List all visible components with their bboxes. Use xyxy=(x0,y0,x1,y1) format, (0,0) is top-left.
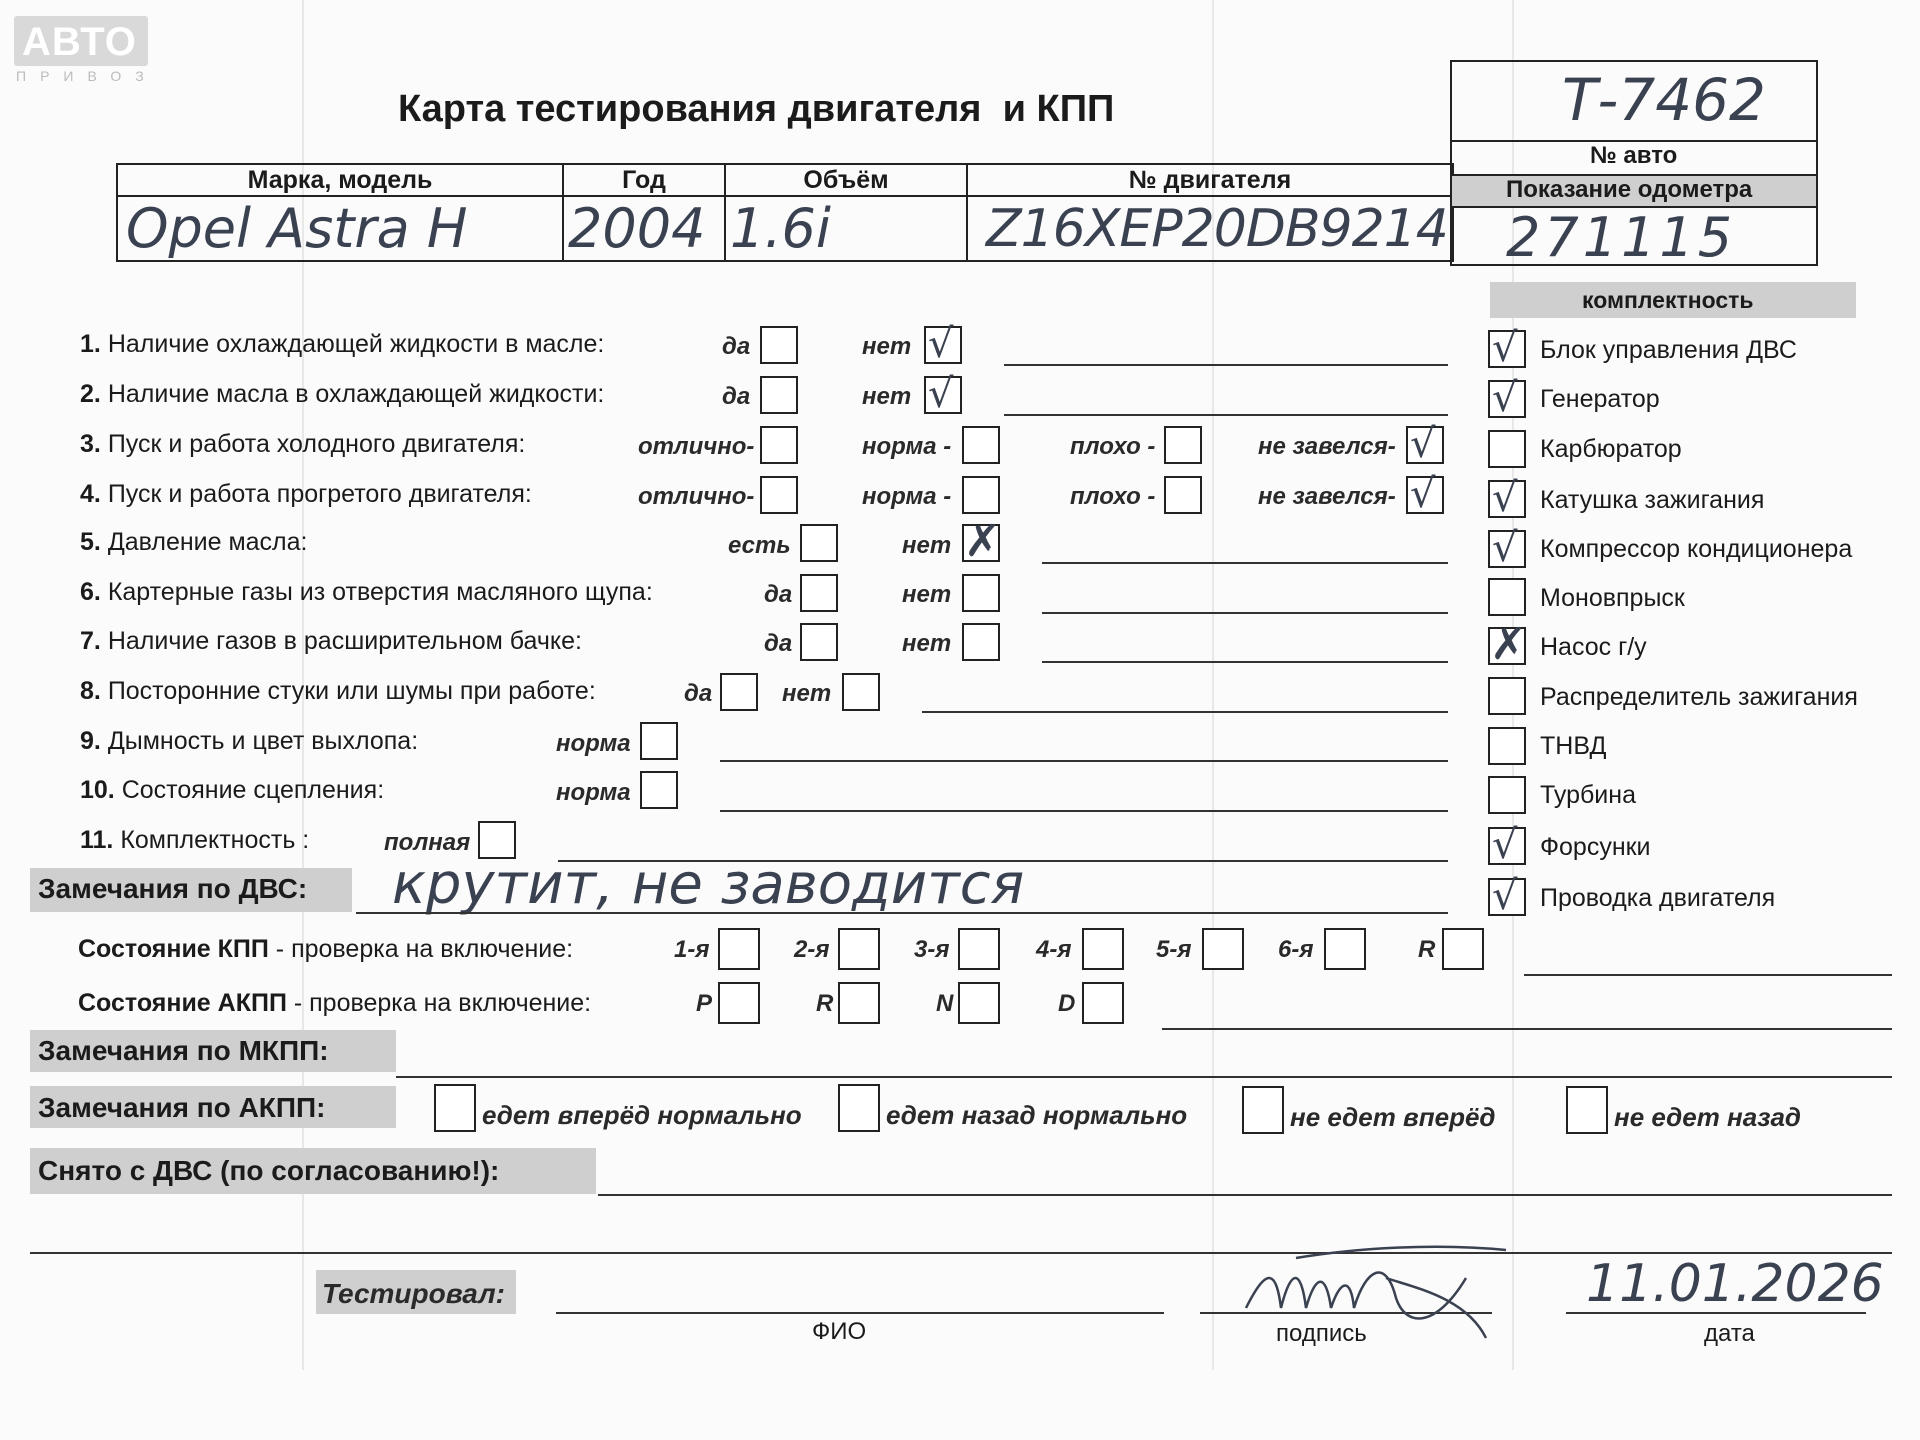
cross-mark-icon: ✗ xyxy=(964,516,1001,567)
q3-excellent-label: отлично- xyxy=(638,433,755,460)
akpp-d-checkbox[interactable] xyxy=(1082,982,1124,1024)
comp-9-label: ТНВД xyxy=(1540,732,1607,760)
year-cell xyxy=(563,196,725,261)
kpp-gear-4-checkbox[interactable] xyxy=(1082,928,1124,970)
model-cell xyxy=(117,196,563,261)
q1-yes-checkbox[interactable] xyxy=(760,326,798,364)
q6: 6. Картерные газы из отверстия масляного щупа: xyxy=(80,578,653,606)
q3-normal-checkbox[interactable] xyxy=(962,426,1000,464)
comp-5-checkbox[interactable] xyxy=(1488,525,1526,571)
kpp-label: Состояние КПП - проверка на включение: xyxy=(78,935,574,963)
q8-no-label: нет xyxy=(782,680,832,707)
akpp-p-label: P xyxy=(696,990,713,1017)
check-mark-icon: √ xyxy=(1492,873,1518,919)
comp-11-checkbox[interactable] xyxy=(1488,822,1526,868)
logo-main: АВТО xyxy=(22,20,137,64)
q5-no-label: нет xyxy=(902,532,952,559)
q4-excellent-label: отлично- xyxy=(638,483,755,510)
q9: 9. Дымность и цвет выхлопа: xyxy=(80,727,419,755)
odometer-value: 271115 xyxy=(1506,206,1737,269)
mkpp-remarks-label: Замечания по МКПП: xyxy=(38,1035,329,1066)
kpp-gear-2-label: 2-я xyxy=(794,936,830,963)
year-value: 2004 xyxy=(568,197,706,260)
fio-label: ФИО xyxy=(812,1318,867,1345)
akpp-no-back-checkbox[interactable] xyxy=(1566,1086,1608,1134)
q3-nostart-label: не завелся- xyxy=(1258,433,1396,460)
q3-normal-label: норма - xyxy=(862,433,952,460)
comp-7-label: Насос г/у xyxy=(1540,633,1647,661)
q8-no-checkbox[interactable] xyxy=(842,673,880,711)
q2-no-label: нет xyxy=(862,383,912,410)
engine-remarks-value: крутит, не заводится xyxy=(392,852,1025,917)
col-engine-label: № двигателя xyxy=(967,164,1453,196)
q7-no-label: нет xyxy=(902,630,952,657)
kpp-gear-1-checkbox[interactable] xyxy=(718,928,760,970)
check-mark-icon: √ xyxy=(1492,325,1518,371)
q11: 11. Комплектность : xyxy=(80,826,310,854)
engine-remarks-label: Замечания по ДВС: xyxy=(38,873,308,904)
check-mark-icon: √ xyxy=(928,371,954,417)
akpp-no-back-label: не едет назад xyxy=(1614,1102,1802,1132)
comp-7-checkbox[interactable] xyxy=(1488,619,1527,670)
q10: 10. Состояние сцепления: xyxy=(80,776,385,804)
check-mark-icon: √ xyxy=(1492,375,1518,421)
q10-norm-label: норма xyxy=(556,779,631,806)
auto-number-label: № авто xyxy=(1590,142,1678,169)
comp-1-label: Блок управления ДВС xyxy=(1540,336,1797,364)
q4-bad-checkbox[interactable] xyxy=(1164,476,1202,514)
akpp-d-label: D xyxy=(1058,990,1076,1017)
q6-no-checkbox[interactable] xyxy=(962,574,1000,612)
akpp-label: Состояние АКПП - проверка на включение: xyxy=(78,989,592,1017)
removed-label: Снято с ДВС (по согласованию!): xyxy=(38,1155,500,1186)
completeness-title: комплектность xyxy=(1582,287,1754,313)
akpp-r-checkbox[interactable] xyxy=(838,982,880,1024)
engine-cell xyxy=(967,196,1453,261)
q2: 2. Наличие масла в охлаждающей жидкости: xyxy=(80,380,605,408)
comp-4-checkbox[interactable] xyxy=(1488,475,1526,521)
kpp-gear-4-label: 4-я xyxy=(1036,936,1072,963)
akpp-back-ok-checkbox[interactable] xyxy=(838,1084,880,1132)
q5-present-label: есть xyxy=(728,532,791,559)
q7-yes-label: да xyxy=(764,630,793,657)
kpp-gear-5-label: 5-я xyxy=(1156,936,1192,963)
comp-6-checkbox[interactable] xyxy=(1488,578,1526,616)
q4-normal-label: норма - xyxy=(862,483,952,510)
check-mark-icon: √ xyxy=(1492,475,1518,521)
q1-yes-label: да xyxy=(722,333,751,360)
akpp-forward-ok-label: едет вперёд нормально xyxy=(482,1100,802,1130)
comp-12-label: Проводка двигателя xyxy=(1540,884,1776,912)
logo xyxy=(14,16,148,66)
kpp-gear-5-checkbox[interactable] xyxy=(1202,928,1244,970)
akpp-r-label: R xyxy=(816,990,834,1017)
comp-9-checkbox[interactable] xyxy=(1488,727,1526,765)
akpp-n-label: N xyxy=(936,990,954,1017)
q11-full-label: полная xyxy=(384,829,471,856)
col-volume-label: Объём xyxy=(725,164,967,196)
volume-cell xyxy=(725,196,967,261)
logo-sub: ПРИВОЗ xyxy=(16,68,158,84)
q1-no-checkbox[interactable] xyxy=(924,321,962,367)
date-value: 11.01.2026 xyxy=(1586,1254,1884,1314)
kpp-gear-2-checkbox[interactable] xyxy=(838,928,880,970)
kpp-gear-r-label: R xyxy=(1418,936,1436,963)
q5: 5. Давление масла: xyxy=(80,528,308,556)
q4-nostart-label: не завелся- xyxy=(1258,483,1396,510)
akpp-no-forward-label: не едет вперёд xyxy=(1290,1102,1496,1132)
kpp-gear-6-checkbox[interactable] xyxy=(1324,928,1366,970)
q2-yes-checkbox[interactable] xyxy=(760,376,798,414)
engine-value: Z16XEP20DB9214 xyxy=(986,198,1448,259)
page-title: Карта тестирования двигателя и КПП xyxy=(398,88,1115,130)
check-mark-icon: √ xyxy=(1410,471,1436,517)
comp-2-label: Генератор xyxy=(1540,385,1660,413)
col-model-label: Марка, модель xyxy=(117,164,563,196)
q4: 4. Пуск и работа прогретого двигателя: xyxy=(80,480,532,508)
q6-no-label: нет xyxy=(902,581,952,608)
col-year-label: Год xyxy=(563,164,725,196)
q3-nostart-checkbox[interactable] xyxy=(1406,421,1444,467)
vehicle-info-table xyxy=(116,163,1454,262)
comp-3-label: Карбюратор xyxy=(1540,435,1682,463)
q7-no-checkbox[interactable] xyxy=(962,623,1000,661)
comp-12-checkbox[interactable] xyxy=(1488,873,1526,919)
odometer-label: Показание одометра xyxy=(1506,176,1753,203)
comp-5-label: Компрессор кондиционера xyxy=(1540,535,1853,563)
q4-bad-label: плохо - xyxy=(1070,483,1156,510)
kpp-gear-3-checkbox[interactable] xyxy=(958,928,1000,970)
q2-yes-label: да xyxy=(722,383,751,410)
comp-8-label: Распределитель зажигания xyxy=(1540,683,1858,711)
check-mark-icon: √ xyxy=(1492,525,1518,571)
comp-11-label: Форсунки xyxy=(1540,833,1651,861)
q1-no-label: нет xyxy=(862,333,912,360)
akpp-n-checkbox[interactable] xyxy=(958,982,1000,1024)
q8: 8. Посторонние стуки или шумы при работе: xyxy=(80,677,596,705)
check-mark-icon: √ xyxy=(928,321,954,367)
comp-6-label: Моновпрыск xyxy=(1540,584,1685,612)
comp-10-label: Турбина xyxy=(1540,781,1636,809)
check-mark-icon: √ xyxy=(1410,421,1436,467)
q8-yes-label: да xyxy=(684,680,713,707)
comp-3-checkbox[interactable] xyxy=(1488,430,1526,468)
auto-number-value: Т-7462 xyxy=(1562,66,1766,134)
q10-norm-checkbox[interactable] xyxy=(640,771,678,809)
akpp-no-forward-checkbox[interactable] xyxy=(1242,1086,1284,1134)
q5-present-checkbox[interactable] xyxy=(800,524,838,562)
q3-bad-label: плохо - xyxy=(1070,433,1156,460)
tested-label: Тестировал: xyxy=(322,1278,505,1309)
check-mark-icon: √ xyxy=(1492,822,1518,868)
akpp-remarks-label: Замечания по АКПП: xyxy=(38,1092,326,1123)
q7-yes-checkbox[interactable] xyxy=(800,623,838,661)
q5-no-checkbox[interactable] xyxy=(962,516,1001,567)
kpp-gear-r-checkbox[interactable] xyxy=(1442,928,1484,970)
auto-number-box xyxy=(1450,60,1818,269)
comp-8-checkbox[interactable] xyxy=(1488,677,1526,715)
q1: 1. Наличие охлаждающей жидкости в масле: xyxy=(80,330,605,358)
date-label: дата xyxy=(1704,1320,1755,1347)
q6-yes-checkbox[interactable] xyxy=(800,574,838,612)
volume-value: 1.6i xyxy=(730,197,831,260)
q9-norm-label: норма xyxy=(556,730,631,757)
comp-10-checkbox[interactable] xyxy=(1488,776,1526,814)
q4-normal-checkbox[interactable] xyxy=(962,476,1000,514)
q7: 7. Наличие газов в расширительном бачке: xyxy=(80,627,582,655)
q4-nostart-checkbox[interactable] xyxy=(1406,471,1444,517)
q6-yes-label: да xyxy=(764,581,793,608)
q3-excellent-checkbox[interactable] xyxy=(760,426,798,464)
comp-1-checkbox[interactable] xyxy=(1488,325,1526,371)
akpp-forward-ok-checkbox[interactable] xyxy=(434,1084,476,1132)
q9-norm-checkbox[interactable] xyxy=(640,722,678,760)
kpp-gear-3-label: 3-я xyxy=(914,936,950,963)
kpp-gear-6-label: 6-я xyxy=(1278,936,1314,963)
q3-bad-checkbox[interactable] xyxy=(1164,426,1202,464)
q4-excellent-checkbox[interactable] xyxy=(760,476,798,514)
akpp-p-checkbox[interactable] xyxy=(718,982,760,1024)
kpp-gear-1-label: 1-я xyxy=(674,936,710,963)
signature-label: подпись xyxy=(1276,1320,1367,1347)
comp-2-checkbox[interactable] xyxy=(1488,375,1526,421)
model-value: Opel Astra H xyxy=(126,197,468,260)
q2-no-checkbox[interactable] xyxy=(924,371,962,417)
cross-mark-icon: ✗ xyxy=(1490,619,1527,670)
q3: 3. Пуск и работа холодного двигателя: xyxy=(80,430,526,458)
comp-4-label: Катушка зажигания xyxy=(1540,486,1765,514)
akpp-back-ok-label: едет назад нормально xyxy=(886,1100,1188,1130)
q8-yes-checkbox[interactable] xyxy=(720,673,758,711)
